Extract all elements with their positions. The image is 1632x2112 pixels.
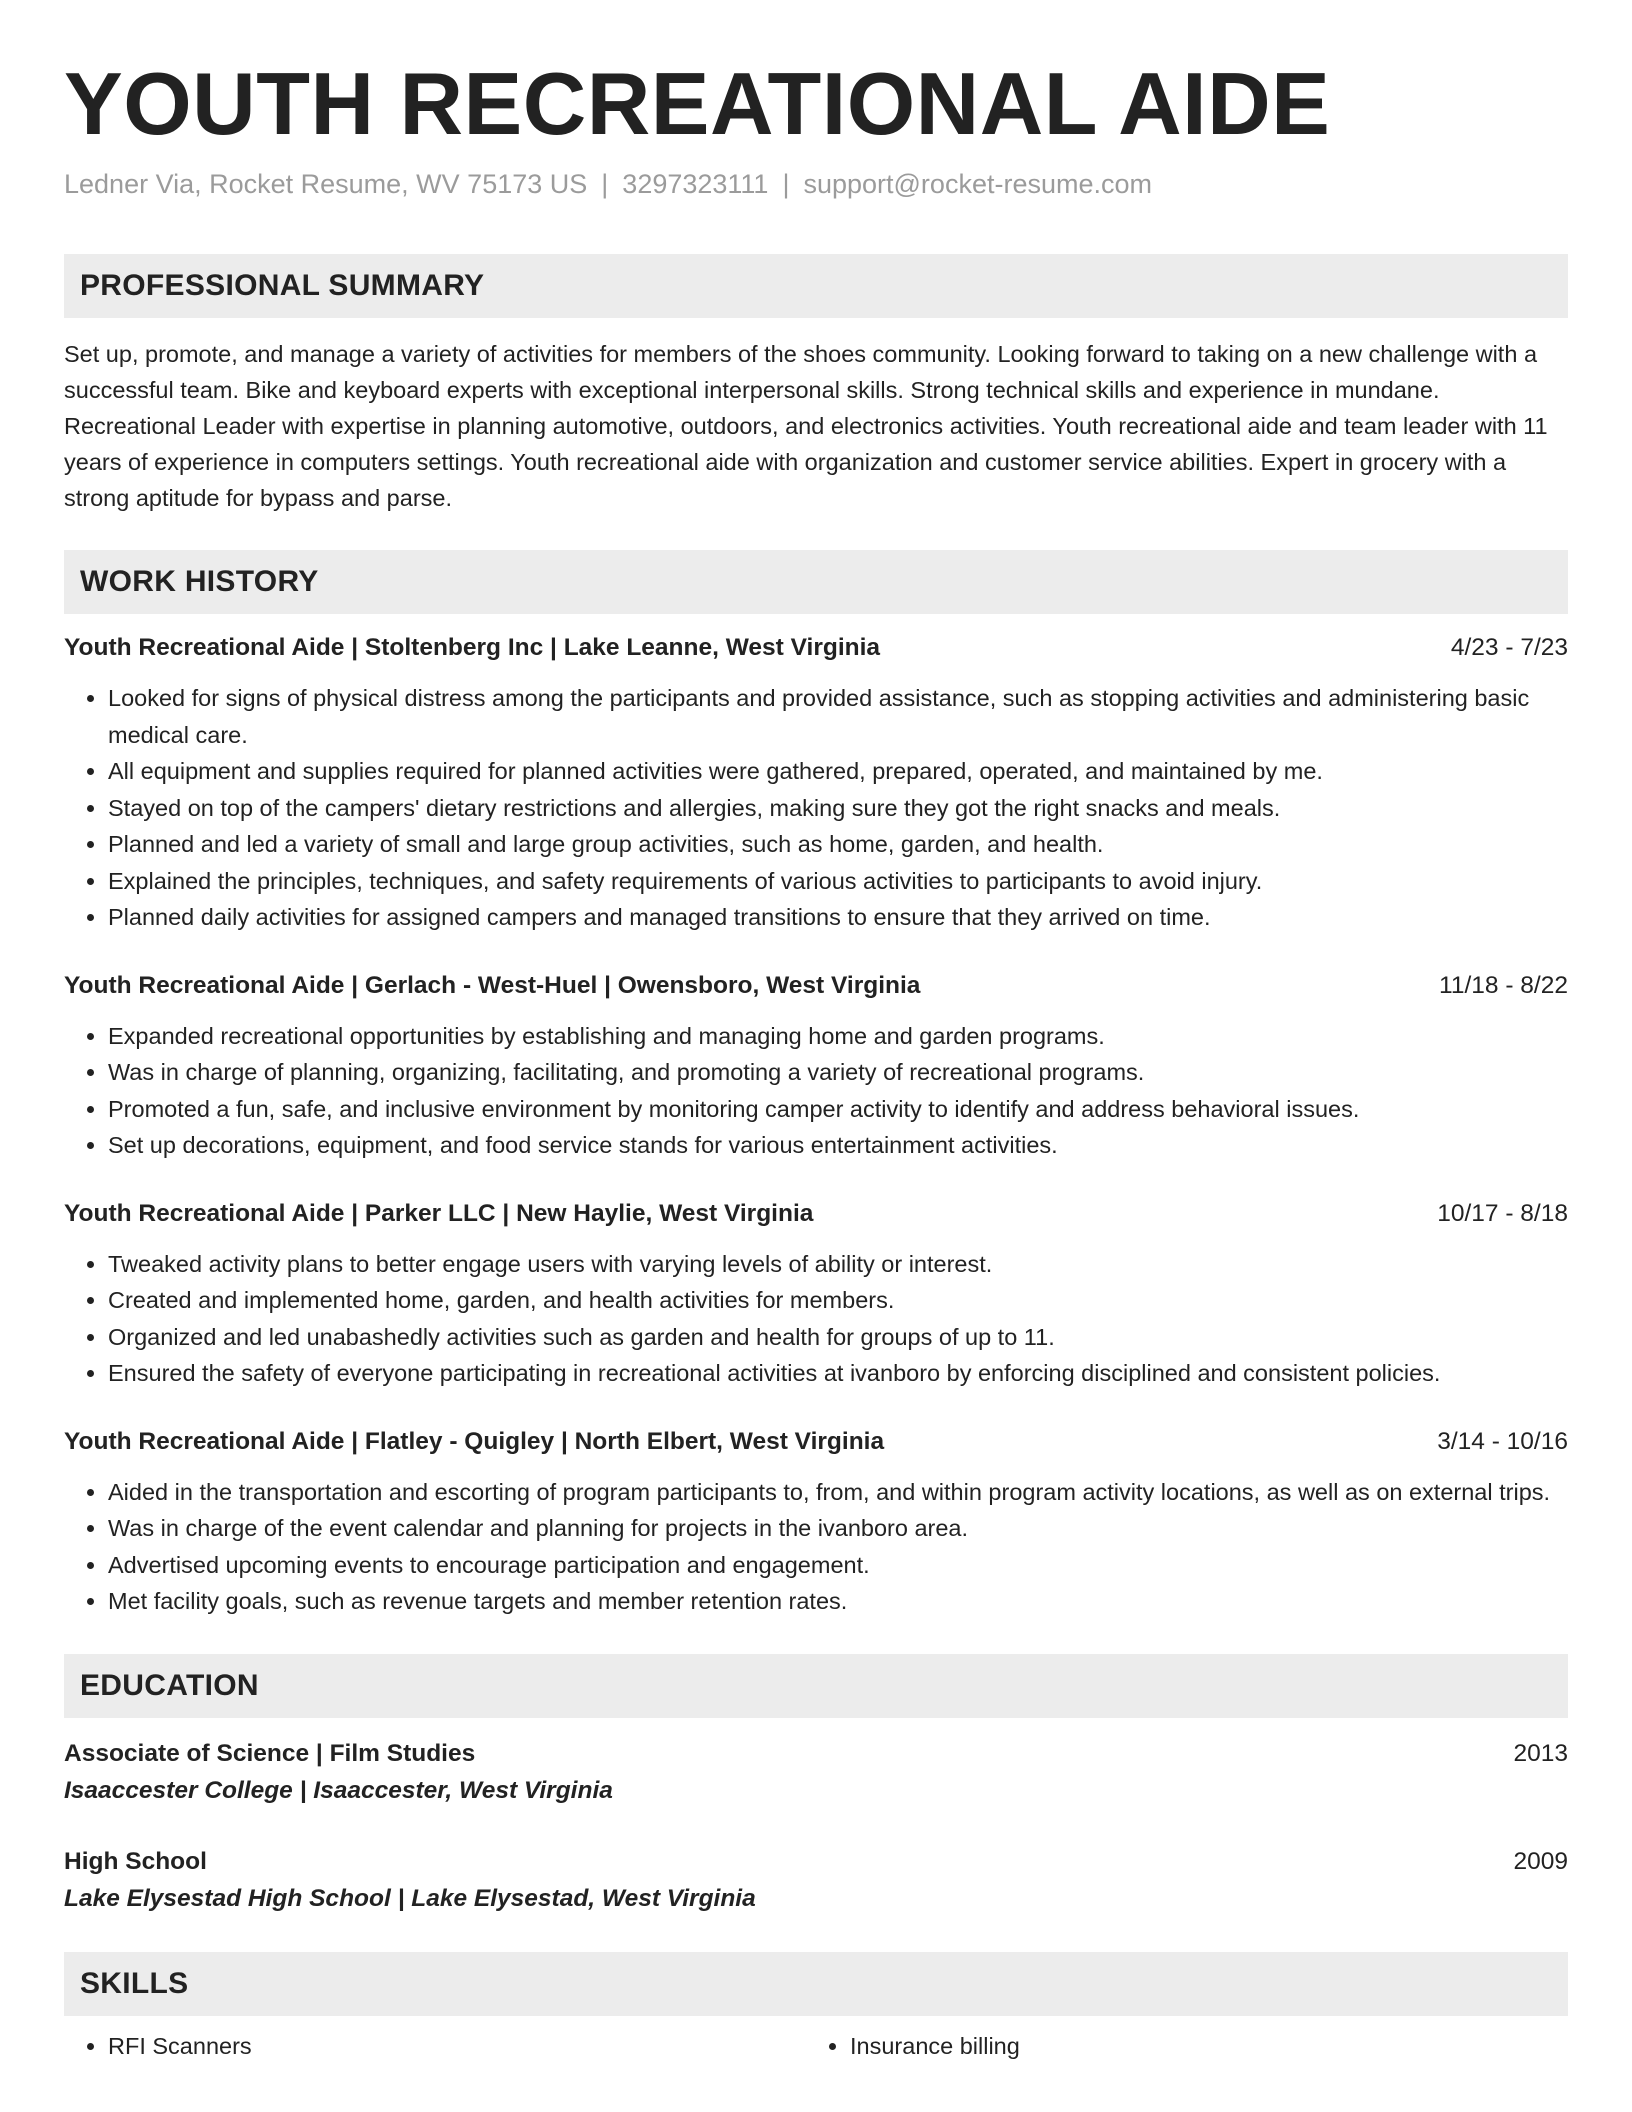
skills-list xyxy=(64,2028,1568,2064)
summary-text: Set up, promote, and manage a variety of activities for members of the shoes community. Looking forward to taking on a new challenge with a successful team. Bike and keyboard experts with exceptional interpersonal skills. Strong technical skills and experience in mundane. Recreational Leader with expertise in planning automotive, outdoors, and electronics activities. Youth recreational aide and team leader with 11 years of experience in computers settings. Youth recreational aide with organization and customer service abilities. Expert in grocery with a strong aptitude for bypass and parse. xyxy=(64,341,1548,511)
job-bullet: • Ensured the safety of everyone participating in recreational activities at ivanboro by enforcing disciplined and consistent policies. xyxy=(108,1355,1568,1392)
contact-line xyxy=(64,166,1568,202)
job-bullet: • Tweaked activity plans to better engage users with varying levels of ability or interest. xyxy=(108,1246,1568,1283)
section-heading-skills: SKILLS xyxy=(64,1952,1568,2016)
contact-separator: | xyxy=(782,169,790,199)
skills-column-left xyxy=(64,2028,806,2064)
job-bullet: • Aided in the transportation and escorting of program participants to, from, and within program activity locations, as well as on external trips. xyxy=(108,1474,1568,1511)
job-bullet: • Promoted a fun, safe, and inclusive environment by monitoring camper activity to identify and address behavioral issues. xyxy=(108,1091,1568,1128)
job-title: Youth Recreational Aide | Flatley - Quigley | North Elbert, West Virginia xyxy=(64,1427,885,1455)
section-heading-summary: PROFESSIONAL SUMMARY xyxy=(64,254,1568,318)
job-bullets xyxy=(64,1474,1568,1620)
education-degree: Associate of Science | Film Studies xyxy=(64,1739,476,1767)
contact-separator: | xyxy=(601,169,609,199)
job-entry xyxy=(64,968,1568,1164)
job-bullet: • Expanded recreational opportunities by establishing and managing home and garden programs. xyxy=(108,1018,1568,1055)
job-bullet: • Advertised upcoming events to encourage participation and engagement. xyxy=(108,1547,1568,1584)
education-school: Isaaccester College | Isaaccester, West Virginia xyxy=(64,1776,613,1804)
skill-item: • Insurance billing xyxy=(850,2028,1548,2064)
job-bullet: • Created and implemented home, garden, and health activities for members. xyxy=(108,1282,1568,1319)
section-heading-work-history: WORK HISTORY xyxy=(64,550,1568,614)
job-bullet: • Was in charge of planning, organizing, facilitating, and promoting a variety of recreational programs. xyxy=(108,1054,1568,1091)
education-school: Lake Elysestad High School | Lake Elysestad, West Virginia xyxy=(64,1884,756,1912)
job-bullets xyxy=(64,680,1568,936)
education-entry xyxy=(64,1844,1568,1918)
skill-item: • RFI Scanners xyxy=(108,2028,806,2064)
job-dates: 3/14 - 10/16 xyxy=(1437,1427,1568,1455)
skills-column-right xyxy=(806,2028,1548,2064)
job-bullet: • Planned daily activities for assigned campers and managed transitions to ensure that they arrived on time. xyxy=(108,899,1568,936)
job-bullet: • Met facility goals, such as revenue targets and member retention rates. xyxy=(108,1583,1568,1620)
education-header xyxy=(64,1844,1568,1880)
job-bullet: • Explained the principles, techniques, and safety requirements of various activities to participants to avoid injury. xyxy=(108,863,1568,900)
job-title: Youth Recreational Aide | Gerlach - West-Huel | Owensboro, West Virginia xyxy=(64,971,921,999)
job-header xyxy=(64,1424,1568,1460)
job-bullets xyxy=(64,1246,1568,1392)
job-bullet: • Organized and led unabashedly activities such as garden and health for groups of up to 11. xyxy=(108,1319,1568,1356)
job-bullet: • All equipment and supplies required for planned activities were gathered, prepared, operated, and maintained by me. xyxy=(108,753,1568,790)
job-bullet: • Stayed on top of the campers' dietary restrictions and allergies, making sure they got the right snacks and meals. xyxy=(108,790,1568,827)
section-heading-education: EDUCATION xyxy=(64,1654,1568,1718)
job-bullet: • Planned and led a variety of small and large group activities, such as home, garden, and health. xyxy=(108,826,1568,863)
education-year: 2013 xyxy=(1513,1739,1568,1767)
job-bullets xyxy=(64,1018,1568,1164)
contact-phone: 3297323111 xyxy=(622,169,769,199)
job-entry xyxy=(64,1424,1568,1620)
education-year: 2009 xyxy=(1513,1847,1568,1875)
job-header xyxy=(64,968,1568,1004)
job-bullet: • Set up decorations, equipment, and food service stands for various entertainment activities. xyxy=(108,1127,1568,1164)
job-bullet: • Looked for signs of physical distress among the participants and provided assistance, such as stopping activities and administering basic medical care. xyxy=(108,680,1568,753)
job-title: Youth Recreational Aide | Stoltenberg Inc | Lake Leanne, West Virginia xyxy=(64,634,881,661)
job-dates: 10/17 - 8/18 xyxy=(1437,1199,1568,1227)
contact-address: Ledner Via, Rocket Resume, WV 75173 US xyxy=(64,169,588,199)
job-dates: 4/23 - 7/23 xyxy=(1450,634,1568,661)
job-entry xyxy=(64,630,1568,936)
job-header xyxy=(64,630,1568,666)
contact-email: support@rocket-resume.com xyxy=(803,169,1152,199)
job-title: Youth Recreational Aide | Parker LLC | New Haylie, West Virginia xyxy=(64,1199,814,1227)
job-header xyxy=(64,1196,1568,1232)
resume-name: YOUTH RECREATIONAL AIDE xyxy=(64,54,1331,153)
education-header xyxy=(64,1736,1568,1772)
education-degree: High School xyxy=(64,1847,207,1875)
resume-page xyxy=(64,0,1568,2064)
education-entry xyxy=(64,1736,1568,1810)
job-dates: 11/18 - 8/22 xyxy=(1439,971,1568,999)
job-bullet: • Was in charge of the event calendar and planning for projects in the ivanboro area. xyxy=(108,1510,1568,1547)
job-entry xyxy=(64,1196,1568,1392)
